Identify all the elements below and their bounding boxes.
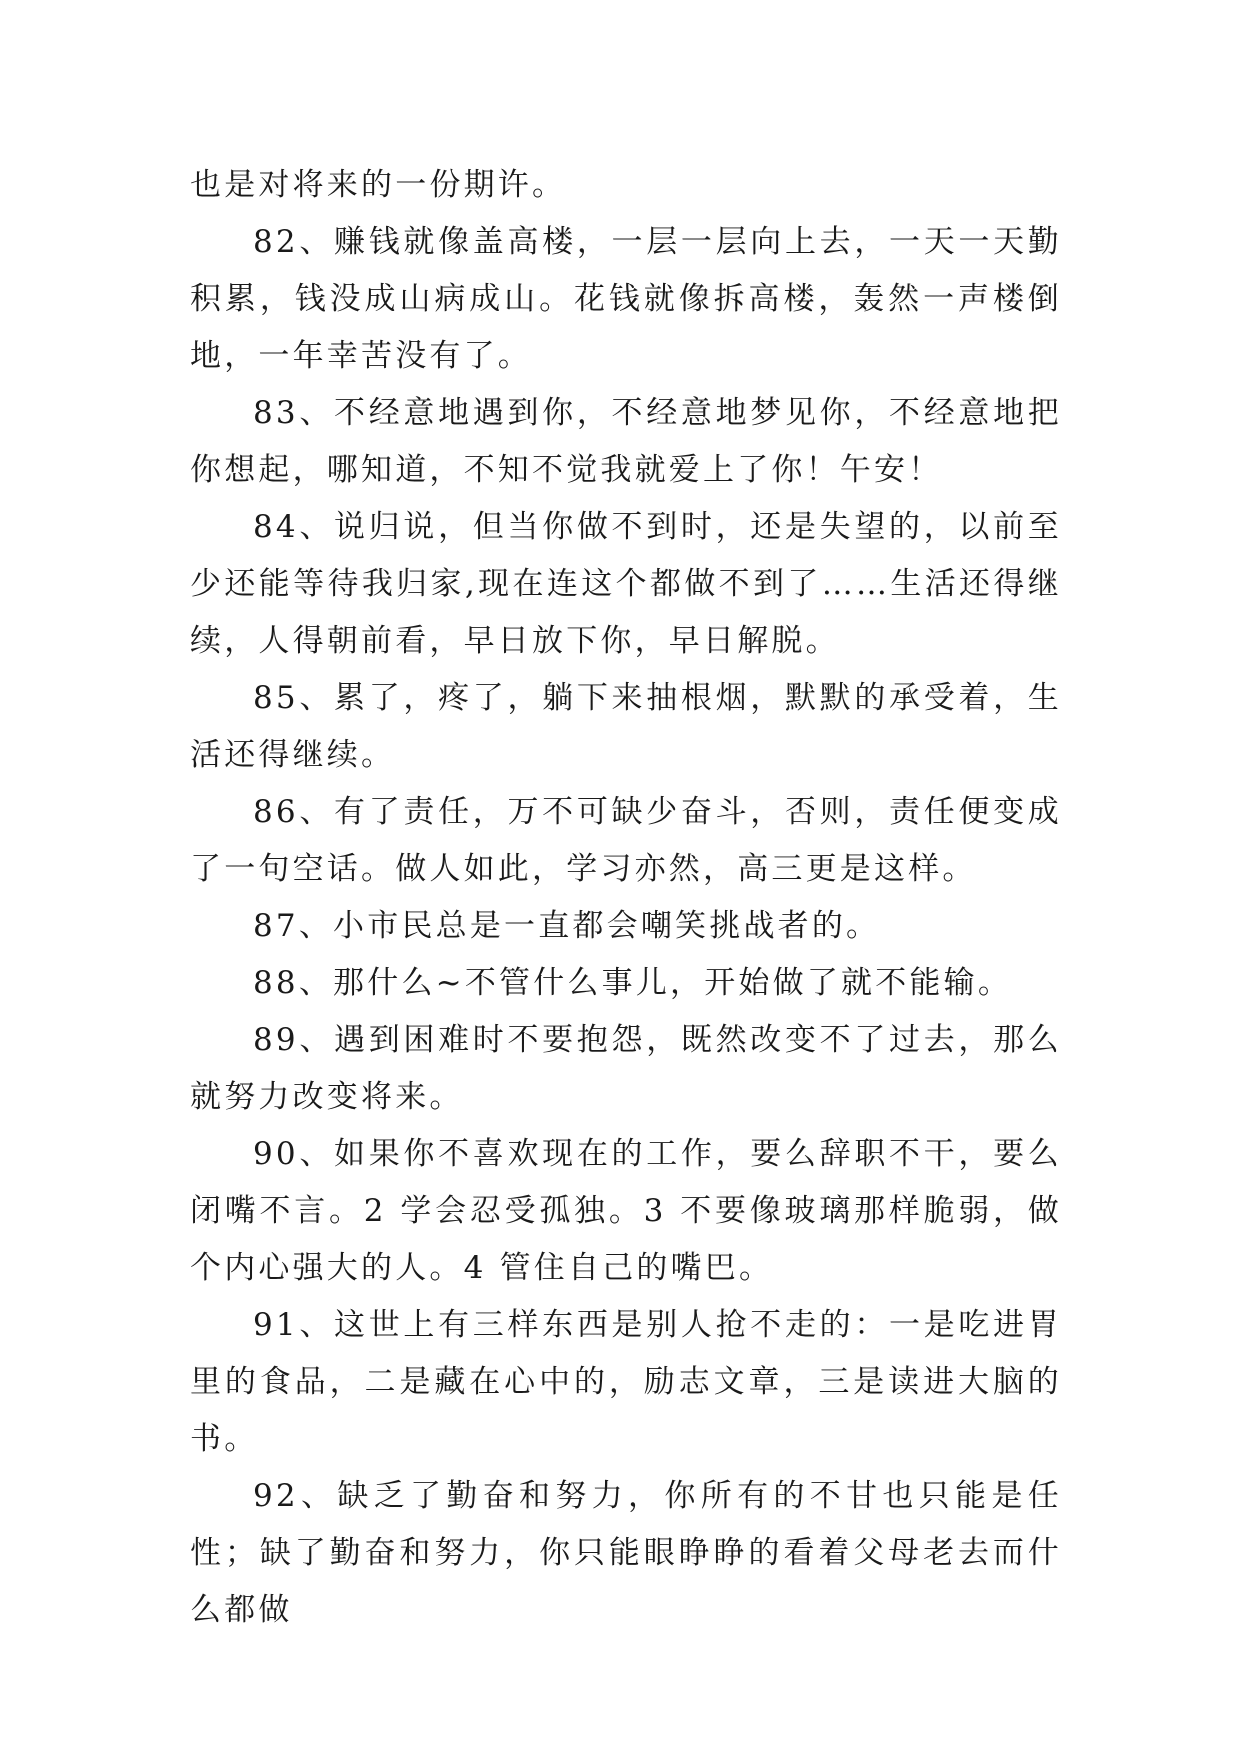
document-body	[190, 157, 1062, 1639]
paragraph-84: 84、说归说，但当你做不到时，还是失望的，以前至少还能等待我归家,现在连这个都做不到了……生活还得继续，人得朝前看，早日放下你，早日解脱。	[190, 509, 1062, 659]
paragraph-88: 88、那什么~不管什么事儿，开始做了就不能输。	[253, 965, 1013, 1001]
paragraph-89: 89、遇到困难时不要抱怨，既然改变不了过去，那么就努力改变将来。	[190, 1022, 1062, 1115]
paragraph-continuation: 也是对将来的一份期许。	[190, 167, 567, 203]
paragraph-87: 87、小市民总是一直都会嘲笑挑战者的。	[253, 908, 881, 944]
paragraph-86: 86、有了责任，万不可缺少奋斗，否则，责任便变成了一句空话。做人如此，学习亦然，高三更是这样。	[190, 794, 1062, 887]
paragraph-90: 90、如果你不喜欢现在的工作，要么辞职不干，要么闭嘴不言。2 学会忍受孤独。3 不要像玻璃那样脆弱，做个内心强大的人。4 管住自己的嘴巴。	[190, 1136, 1062, 1286]
paragraph-91: 91、这世上有三样东西是别人抢不走的：一是吃进胃里的食品，二是藏在心中的，励志文章，三是读进大脑的书。	[190, 1307, 1062, 1457]
paragraph-83: 83、不经意地遇到你，不经意地梦见你，不经意地把你想起，哪知道，不知不觉我就爱上了你！午安！	[190, 395, 1062, 488]
paragraph-82: 82、赚钱就像盖高楼，一层一层向上去，一天一天勤积累，钱没成山病成山。花钱就像拆高楼，轰然一声楼倒地，一年幸苦没有了。	[190, 224, 1062, 374]
paragraph-92: 92、缺乏了勤奋和努力，你所有的不甘也只能是任性；缺了勤奋和努力，你只能眼睁睁的看着父母老去而什么都做	[190, 1478, 1062, 1628]
paragraph-85: 85、累了，疼了，躺下来抽根烟，默默的承受着，生活还得继续。	[190, 680, 1062, 773]
